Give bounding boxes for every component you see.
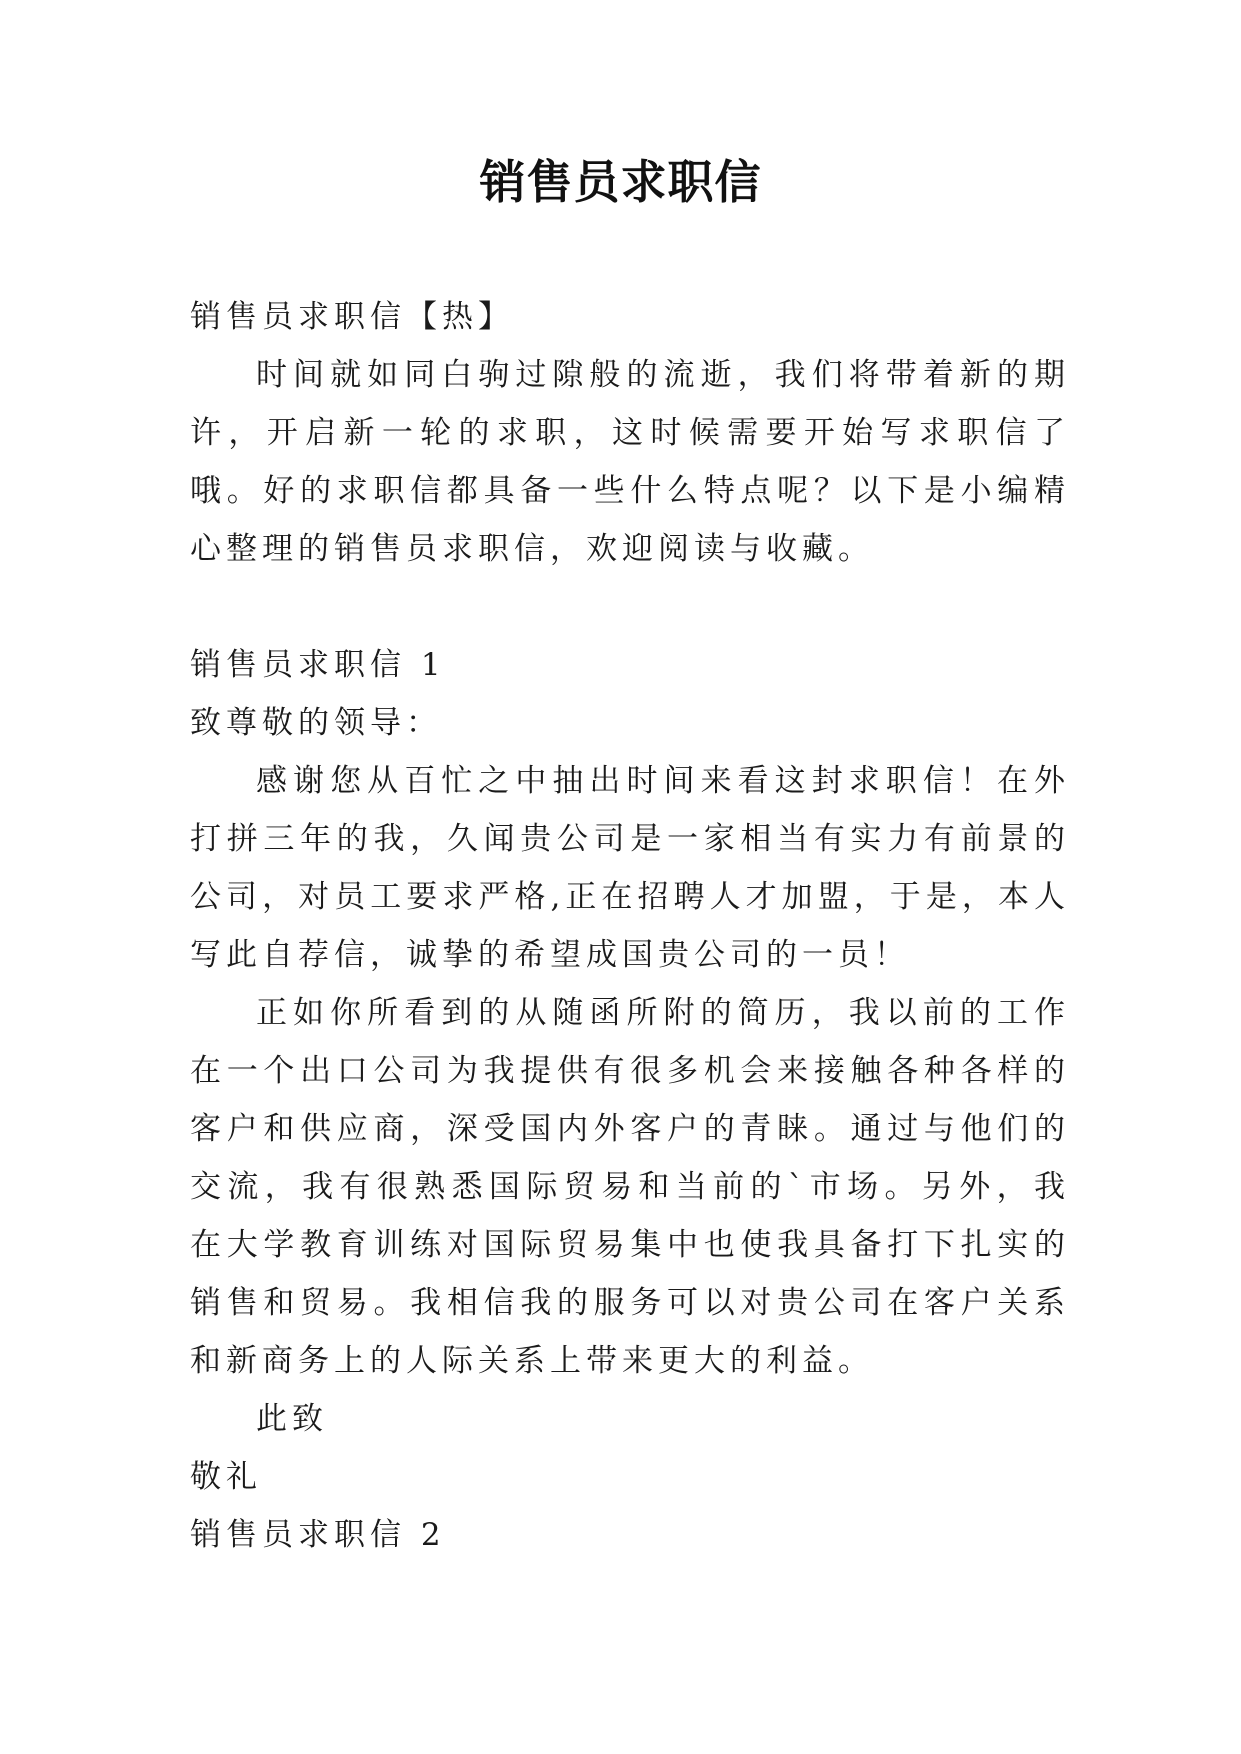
letter-paragraph-1: 感谢您从百忙之中抽出时间来看这封求职信！在外打拼三年的我，久闻贵公司是一家相当有实力有前景的公司，对员工要求严格,正在招聘人才加盟，于是，本人写此自荐信，诚挚的希望成国贵公司的一员！ [190,763,1070,973]
section-heading-2: 销售员求职信 2 [190,1517,446,1553]
section-heading-1: 销售员求职信 1 [190,647,446,683]
letter-paragraph-2: 正如你所看到的从随函所附的简历，我以前的工作在一个出口公司为我提供有很多机会来接触各种各样的客户和供应商，深受国内外客户的青睐。通过与他们的交流，我有很熟悉国际贸易和当前的`市场。另外，我在大学教育训练对国际贸易集中也使我具备打下扎实的销售和贸易。我相信我的服务可以对贵公司在客户关系和新商务上的人际关系上带来更大的利益。 [190,995,1070,1379]
salutation: 致尊敬的领导： [190,705,442,741]
document-subtitle: 销售员求职信【热】 [190,299,514,335]
closing-line-2: 敬礼 [190,1459,262,1495]
intro-paragraph: 时间就如同白驹过隙般的流逝，我们将带着新的期许，开启新一轮的求职，这时候需要开始写求职信了哦。好的求职信都具备一些什么特点呢？以下是小编精心整理的销售员求职信，欢迎阅读与收藏。 [190,357,1070,567]
document-body [190,288,1070,1564]
closing-line-1: 此致 [256,1401,328,1437]
document-title: 销售员求职信 [479,155,762,209]
